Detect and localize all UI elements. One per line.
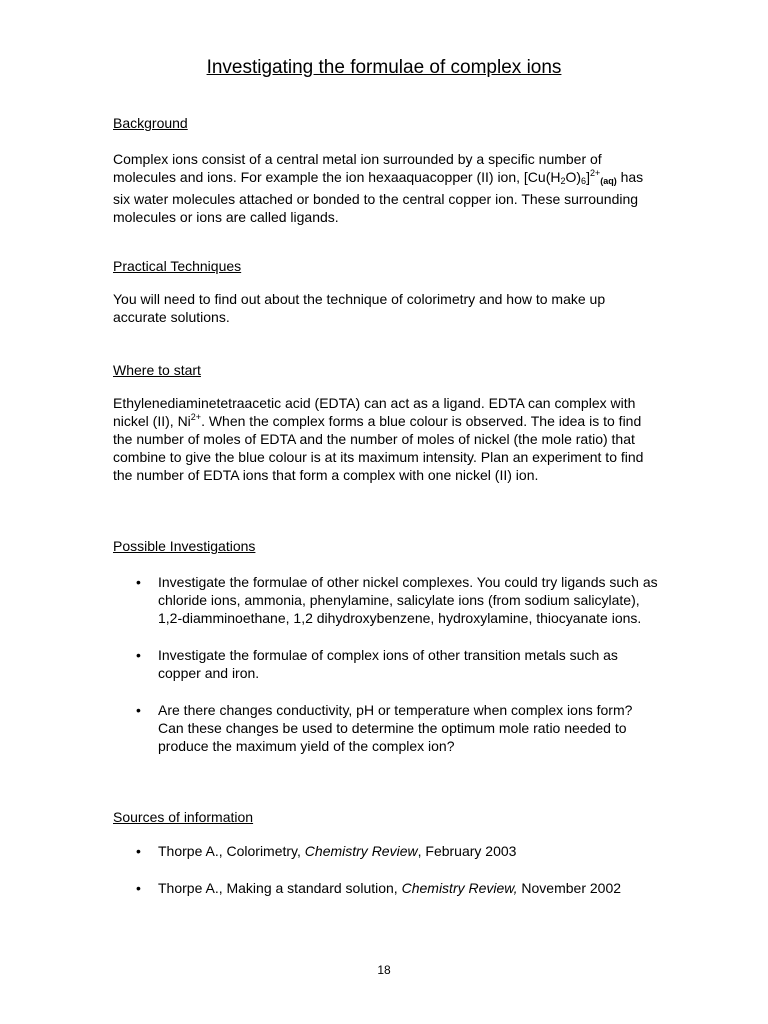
list-item [113, 879, 658, 897]
background-subscript-2: 2 [560, 176, 566, 186]
where-to-start-text-1: Ethylenediaminetetraacetic acid (EDTA) can act as a ligand. EDTA can complex with nickel (II), Ni [113, 395, 636, 429]
where-to-start-paragraph [113, 394, 658, 484]
list-item-text: Investigate the formulae of other nickel complexes. You could try ligands such as chloride ions, ammonia, phenylamine, salicylate ions (from sodium salicylate), 1,2-diamminoethane, 1,2 dihydroxybenzene, hydroxylamine, thiocyanate ions. [158, 574, 658, 626]
background-text-4: has six water molecules attached or bonded to the central copper ion. These surrounding molecules or ions are called ligands. [113, 169, 644, 225]
practical-paragraph: You will need to find out about the technique of colorimetry and how to make up accurate solutions. [113, 291, 606, 325]
background-text-2: O) [565, 169, 582, 185]
source-text: Thorpe A., Colorimetry, [158, 843, 305, 859]
bullet-icon: • [136, 647, 141, 663]
background-charge-superscript: 2+ [589, 168, 601, 178]
background-heading: Background [113, 115, 188, 131]
where-to-start-text-2: . When the complex forms a blue colour is observed. The idea is to find the number of moles of EDTA and the number of moles of nickel (the mole ratio) that combine to give the blue colour is at its maximum intensity. Plan an experiment to find the number of EDTA ions that form a complex with one nickel (II) ion. [113, 413, 644, 483]
possible-investigations-heading: Possible Investigations [113, 538, 256, 554]
source-date: November 2002 [517, 880, 622, 896]
page-number: 18 [377, 963, 391, 977]
source-journal: Chemistry Review [304, 843, 418, 859]
where-to-start-heading: Where to start [113, 362, 201, 378]
background-text-3: ] [586, 169, 590, 185]
list-item [113, 701, 658, 755]
list-item-text: Are there changes conductivity, pH or temperature when complex ions form? Can these changes be used to determine the optimum mole ratio needed to produce the maximum yield of the complex ion? [158, 702, 633, 754]
practical-heading: Practical Techniques [113, 258, 242, 274]
list-item [113, 646, 658, 682]
background-subscript-6: 6 [581, 176, 587, 186]
bullet-icon: • [136, 843, 141, 859]
bullet-icon: • [136, 880, 141, 896]
nickel-charge-superscript: 2+ [190, 412, 202, 422]
page-title: Investigating the formulae of complex ions [206, 57, 562, 78]
source-journal: Chemistry Review, [401, 880, 518, 896]
bullet-icon: • [136, 574, 141, 590]
bullet-icon: • [136, 702, 141, 718]
source-date: , February 2003 [417, 843, 517, 859]
background-state-aq: (aq) [600, 176, 617, 186]
sources-heading: Sources of information [113, 809, 254, 825]
background-text-1: Complex ions consist of a central metal ion surrounded by a specific number of molecules and ions. For example the ion hexaaquacopper (II) ion, [Cu(H [113, 151, 602, 185]
background-paragraph [113, 150, 658, 226]
list-item [113, 842, 658, 860]
sources-list [113, 842, 658, 897]
possible-investigations-list [113, 573, 658, 755]
list-item-text: Investigate the formulae of complex ions of other transition metals such as copper and iron. [158, 647, 618, 681]
source-text: Thorpe A., Making a standard solution, [158, 880, 402, 896]
list-item [113, 573, 658, 627]
